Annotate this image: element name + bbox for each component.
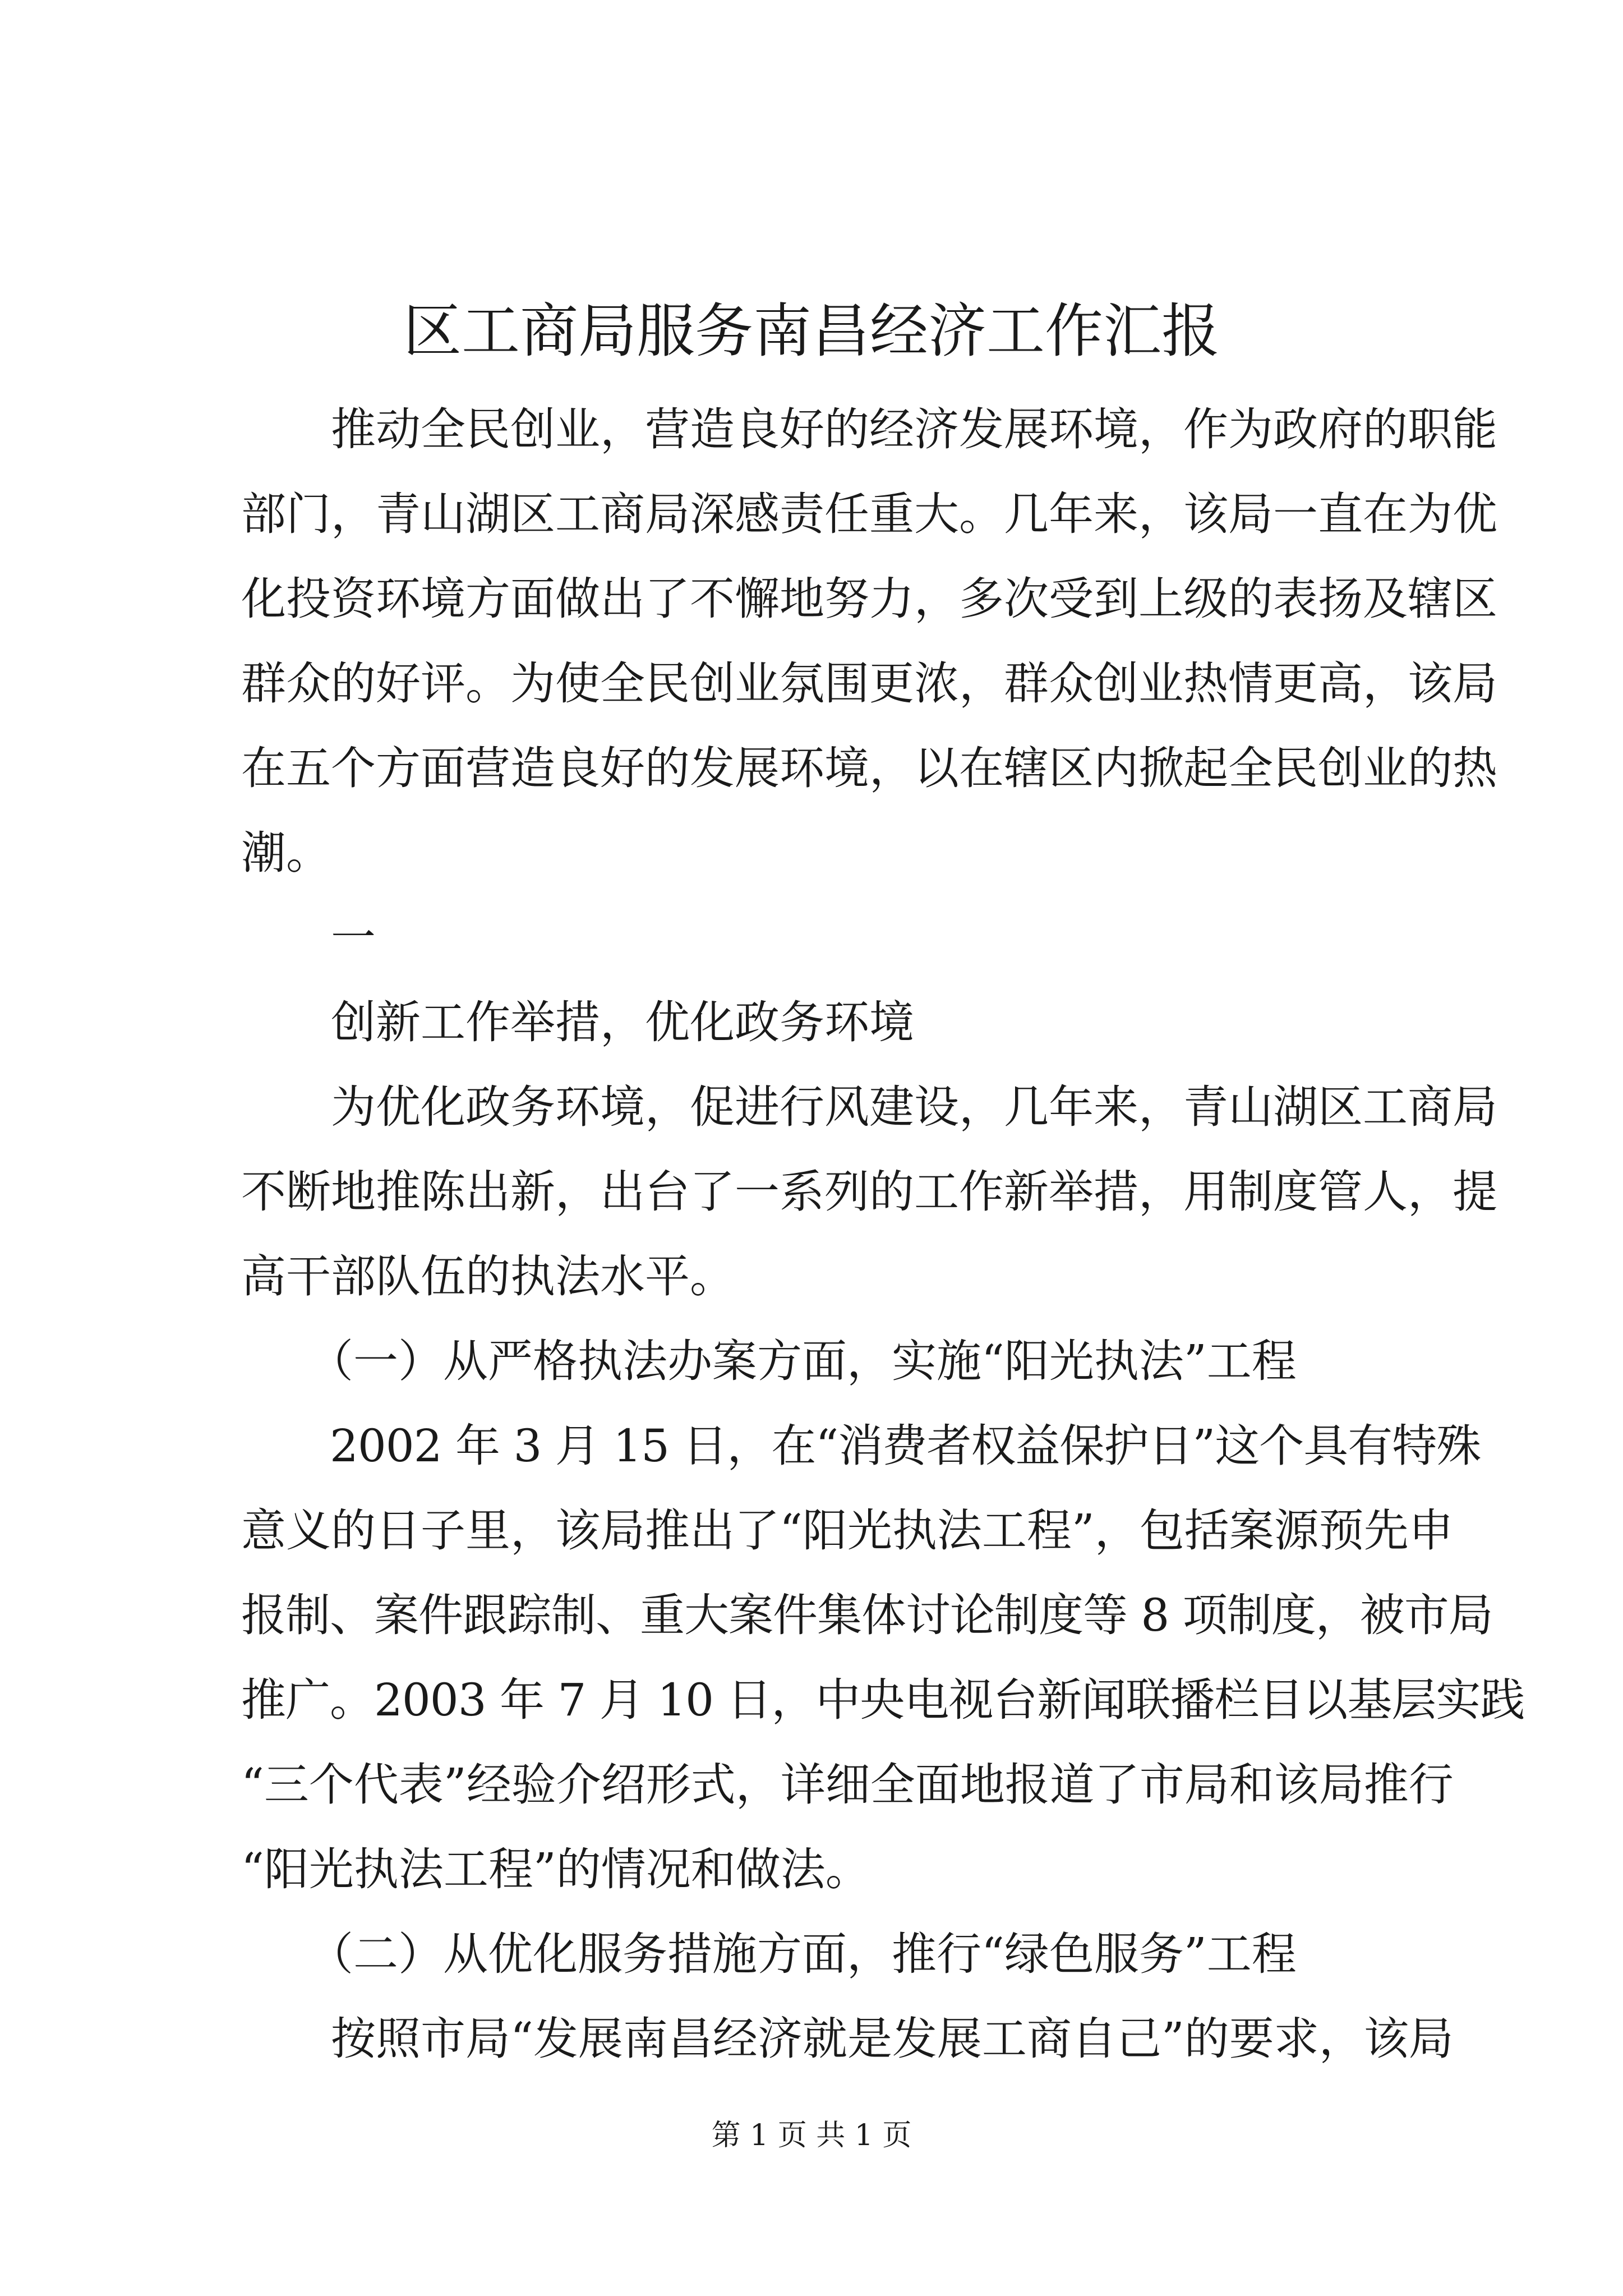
- text-line: 推动全民创业，营造良好的经济发展环境，作为政府的职能: [241, 403, 1497, 455]
- section-heading: 创新工作举措，优化政务环境: [241, 996, 914, 1048]
- text-line: 为优化政务环境，促进行风建设，几年来，青山湖区工商局: [241, 1081, 1497, 1133]
- text-line: 化投资环境方面做出了不懈地努力，多次受到上级的表扬及辖区: [241, 573, 1497, 625]
- text-line: 潮。: [241, 827, 331, 879]
- text-line: 意义的日子里，该局推出了“阳光执法工程”，包括案源预先申: [241, 1504, 1454, 1557]
- subsection-heading: （一）从严格执法办案方面，实施“阳光执法”工程: [241, 1335, 1297, 1387]
- text-line: 部门，青山湖区工商局深感责任重大。几年来，该局一直在为优: [241, 488, 1497, 540]
- text-line: 按照市局“发展南昌经济就是发展工商自己”的要求，该局: [241, 2013, 1454, 2065]
- text-line: “阳光执法工程”的情况和做法。: [241, 1843, 870, 1895]
- text-line: 在五个方面营造良好的发展环境，以在辖区内掀起全民创业的热: [241, 742, 1497, 794]
- text-line: 不断地推陈出新，出台了一系列的工作新举措，用制度管人，提: [241, 1166, 1497, 1218]
- text-line: 高干部队伍的执法水平。: [241, 1250, 735, 1303]
- document-body: [241, 387, 1525, 2081]
- text-line: “三个代表”经验介绍形式，详细全面地报道了市局和该局推行: [241, 1759, 1454, 1811]
- document-title: 区工商局服务南昌经济工作汇报: [403, 297, 1220, 365]
- text-line: 群众的好评。为使全民创业氛围更浓，群众创业热情更高，该局: [241, 657, 1497, 710]
- section-number: 一: [241, 912, 376, 964]
- text-line: 报制、案件跟踪制、重大案件集体讨论制度等 8 项制度，被市局: [241, 1589, 1493, 1641]
- text-line: 推广。2003 年 7 月 10 日，中央电视台新闻联播栏目以基层实践: [241, 1674, 1525, 1726]
- page-footer: 第 1 页 共 1 页: [711, 2119, 912, 2152]
- subsection-heading: （二）从优化服务措施方面，推行“绿色服务”工程: [241, 1928, 1297, 1980]
- text-line: 2002 年 3 月 15 日，在“消费者权益保护日”这个具有特殊: [241, 1420, 1481, 1472]
